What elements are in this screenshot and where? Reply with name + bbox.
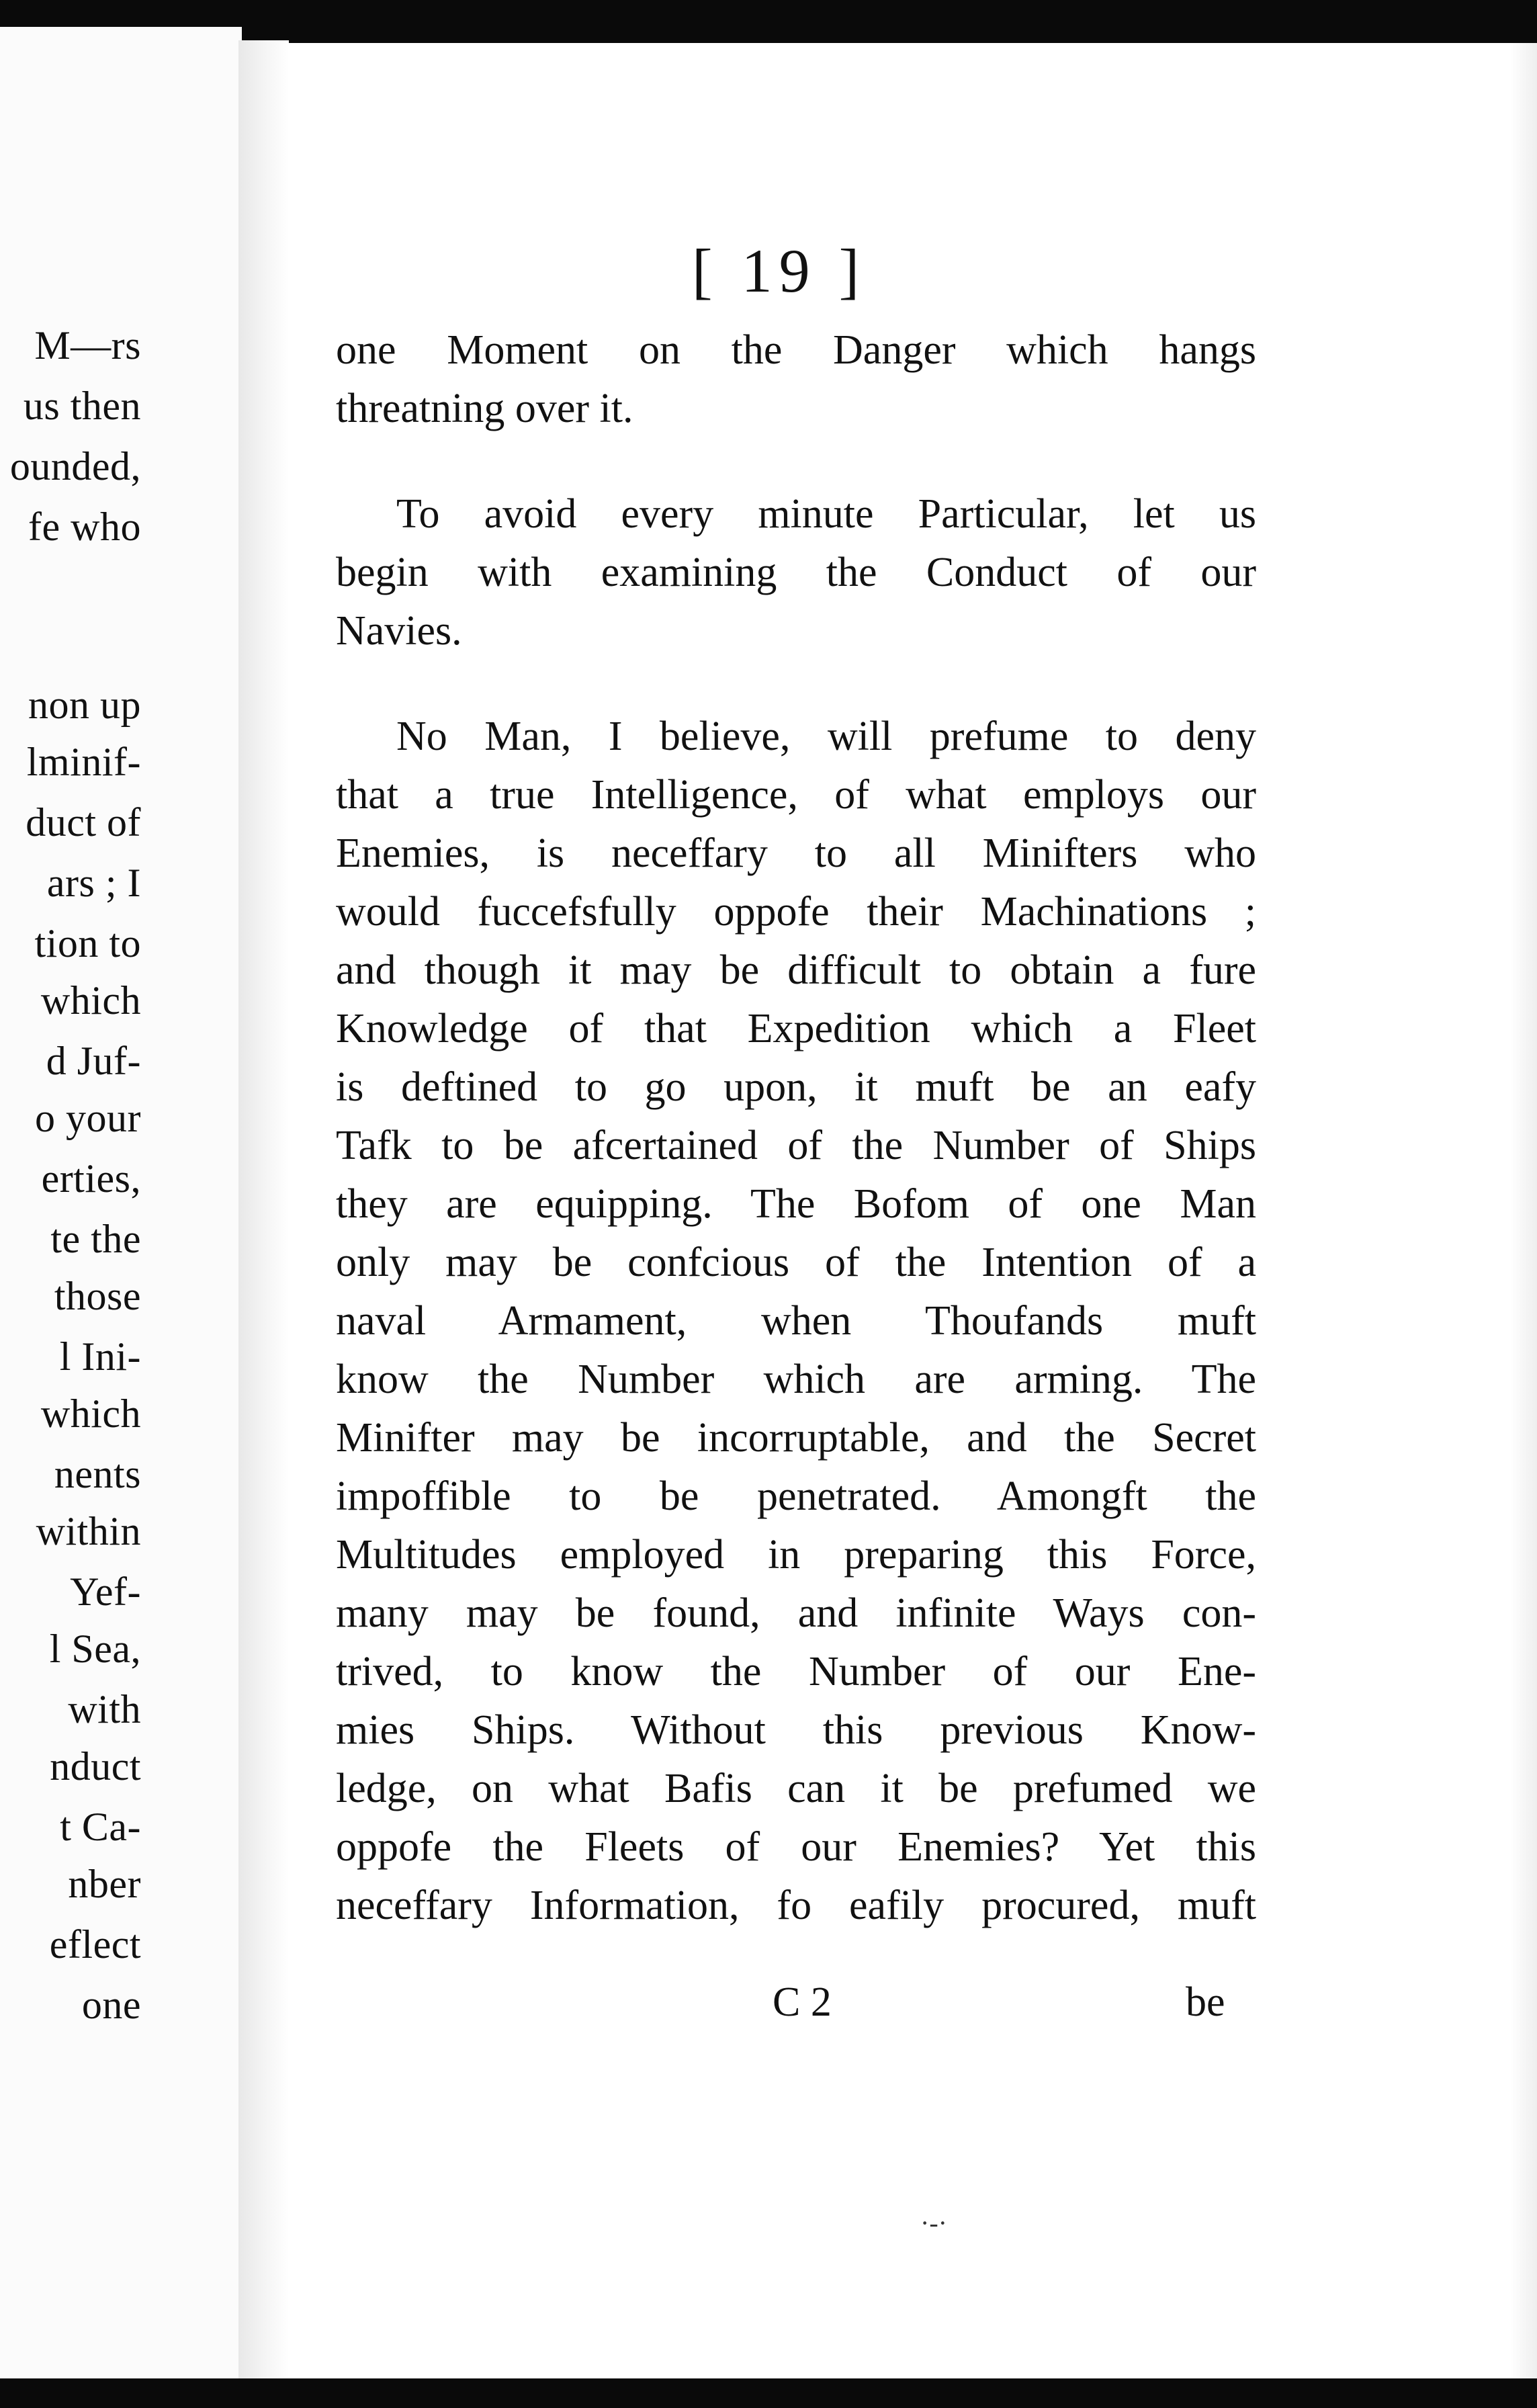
left-page-line: M—rs [34,323,141,368]
text-line: To avoid every minute Particular, let us [396,491,1256,537]
text-line: neceffary Information, fo eafily procured, muft [336,1883,1256,1928]
text-line: naval Armament, when Thoufands muft [336,1298,1256,1344]
text-line: Tafk to be afcertained of the Number of Ships [336,1123,1256,1168]
text-line: and though it may be difficult to obtain a fure [336,947,1256,993]
text-line: No Man, I believe, will prefume to deny [396,714,1256,759]
text-line: begin with examining the Conduct of our [336,550,1256,595]
text-line: one Moment on the Danger which hangs [336,327,1256,373]
left-page-line: lminif- [26,740,141,784]
scan-bottom-border [0,2378,1537,2408]
text-line: mies Ships. Without this previous Know- [336,1707,1256,1753]
text-line: threatning over it. [336,386,633,431]
text-line: is deftined to go upon, it muft be an eafy [336,1064,1256,1110]
left-page-line: te the [50,1217,141,1261]
gutter-shadow [238,40,289,2378]
left-page-line: l Ini- [59,1334,141,1379]
text-line: oppofe the Fleets of our Enemies? Yet this [336,1824,1256,1870]
page-number: [ 19 ] [692,236,867,305]
paragraph-gap [336,438,1256,485]
text-line: Minifter may be incorruptable, and the Secret [336,1415,1256,1461]
left-page-line: non up [28,683,141,727]
left-page-line: l Sea, [49,1627,141,1671]
left-page [0,27,242,2378]
left-page-line: t Ca- [60,1805,141,1849]
left-page-line: those [54,1274,141,1318]
left-page-line: ounded, [9,444,141,488]
body-text [336,321,1256,1935]
left-page-line: fe who [28,505,141,549]
paragraph-gap [336,660,1256,707]
left-page-line: nduct [50,1744,141,1789]
left-page-line: d Juf- [46,1039,141,1083]
text-line: Knowledge of that Expedition which a Fleet [336,1006,1256,1051]
text-line: ledge, on what Bafis can it be prefumed we [336,1766,1256,1811]
left-page-line: which [40,1391,141,1436]
text-line: Enemies, is neceffary to all Minifters who [336,830,1256,876]
left-page-line: nents [54,1452,141,1496]
text-line: they are equipping. The Bofom of one Man [336,1181,1256,1227]
text-line: would fuccefsfully oppofe their Machinations ; [336,889,1256,935]
signature-mark: C 2 [773,1979,832,2025]
text-line: that a true Intelligence, of what employs our [336,772,1256,818]
text-line: trived, to know the Number of our Ene- [336,1649,1256,1694]
left-page-line: erties, [41,1156,141,1201]
ink-speck: ·-· [920,2208,947,2238]
left-page-line: Yef- [70,1570,141,1614]
text-line: impoffible to be penetrated. Amongft the [336,1473,1256,1519]
left-page-line: duct of [26,800,141,845]
text-line: Multitudes employed in preparing this Force, [336,1532,1256,1578]
text-line: many may be found, and infinite Ways con- [336,1590,1256,1636]
left-page-line: us then [23,384,141,428]
text-line: Navies. [336,608,462,654]
left-page-line: eflect [49,1922,141,1967]
catchword: be [1186,1979,1225,2025]
left-page-line: which [40,978,141,1023]
text-line: only may be confcious of the Intention of a [336,1240,1256,1285]
left-page-line: with [68,1687,141,1731]
left-page-line: within [36,1509,141,1553]
left-page-line: nber [68,1862,141,1906]
page-edge [1510,43,1537,2378]
left-page-line: o your [35,1096,141,1140]
left-page-line: tion to [34,921,141,965]
text-line: know the Number which are arming. The [336,1357,1256,1402]
left-page-line: one [81,1983,141,2027]
left-page-line: ars ; I [46,861,141,905]
